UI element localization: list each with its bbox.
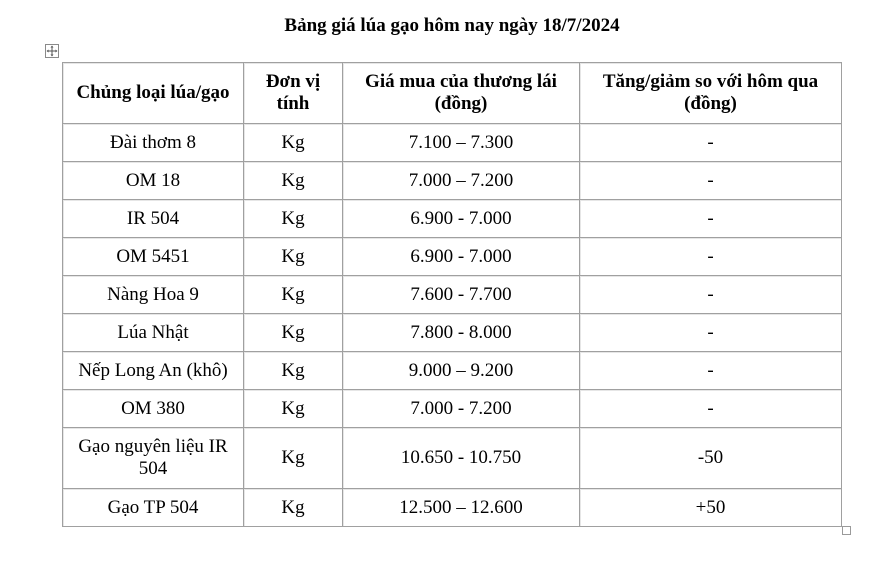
cell-price: 6.900 - 7.000 [343, 200, 580, 238]
cell-change: +50 [580, 489, 842, 527]
header-trader-price: Giá mua của thương lái (đồng) [343, 63, 580, 124]
table-row [63, 276, 842, 314]
cell-unit: Kg [244, 162, 343, 200]
table-row [63, 489, 842, 527]
cell-price: 7.000 - 7.200 [343, 390, 580, 428]
header-unit: Đơn vị tính [244, 63, 343, 124]
four-way-arrow-icon [46, 45, 58, 57]
rice-price-table [62, 62, 842, 527]
cell-unit: Kg [244, 276, 343, 314]
document-title: Bảng giá lúa gạo hôm nay ngày 18/7/2024 [284, 15, 620, 36]
cell-unit: Kg [244, 200, 343, 238]
cell-rice-type: Gạo TP 504 [63, 489, 244, 527]
table-move-handle[interactable] [45, 44, 59, 58]
table-row [63, 200, 842, 238]
cell-price: 7.100 – 7.300 [343, 124, 580, 162]
header-rice-type: Chủng loại lúa/gạo [63, 63, 244, 124]
table-row [63, 314, 842, 352]
cell-rice-type: Gạo nguyên liệu IR 504 [63, 428, 244, 489]
cell-rice-type: Nàng Hoa 9 [63, 276, 244, 314]
table-row [63, 124, 842, 162]
cell-rice-type: OM 5451 [63, 238, 244, 276]
table-row [63, 162, 842, 200]
cell-rice-type: OM 18 [63, 162, 244, 200]
table-row [63, 428, 842, 489]
cell-change: - [580, 124, 842, 162]
table-row [63, 352, 842, 390]
cell-change: -50 [580, 428, 842, 489]
cell-change: - [580, 276, 842, 314]
cell-change: - [580, 238, 842, 276]
cell-change: - [580, 200, 842, 238]
cell-change: - [580, 352, 842, 390]
cell-change: - [580, 390, 842, 428]
header-change: Tăng/giảm so với hôm qua (đồng) [580, 63, 842, 124]
cell-unit: Kg [244, 428, 343, 489]
cell-unit: Kg [244, 314, 343, 352]
table-row [63, 238, 842, 276]
cell-rice-type: Đài thơm 8 [63, 124, 244, 162]
cell-unit: Kg [244, 352, 343, 390]
cell-rice-type: IR 504 [63, 200, 244, 238]
cell-rice-type: Lúa Nhật [63, 314, 244, 352]
cell-price: 9.000 – 9.200 [343, 352, 580, 390]
table-resize-handle[interactable] [842, 526, 851, 535]
cell-price: 6.900 - 7.000 [343, 238, 580, 276]
cell-unit: Kg [244, 238, 343, 276]
cell-unit: Kg [244, 124, 343, 162]
cell-unit: Kg [244, 390, 343, 428]
cell-price: 10.650 - 10.750 [343, 428, 580, 489]
cell-price: 12.500 – 12.600 [343, 489, 580, 527]
cell-price: 7.800 - 8.000 [343, 314, 580, 352]
cell-price: 7.000 – 7.200 [343, 162, 580, 200]
cell-change: - [580, 162, 842, 200]
cell-rice-type: Nếp Long An (khô) [63, 352, 244, 390]
table-row [63, 390, 842, 428]
cell-unit: Kg [244, 489, 343, 527]
table-header-row [63, 63, 842, 124]
cell-price: 7.600 - 7.700 [343, 276, 580, 314]
cell-rice-type: OM 380 [63, 390, 244, 428]
cell-change: - [580, 314, 842, 352]
